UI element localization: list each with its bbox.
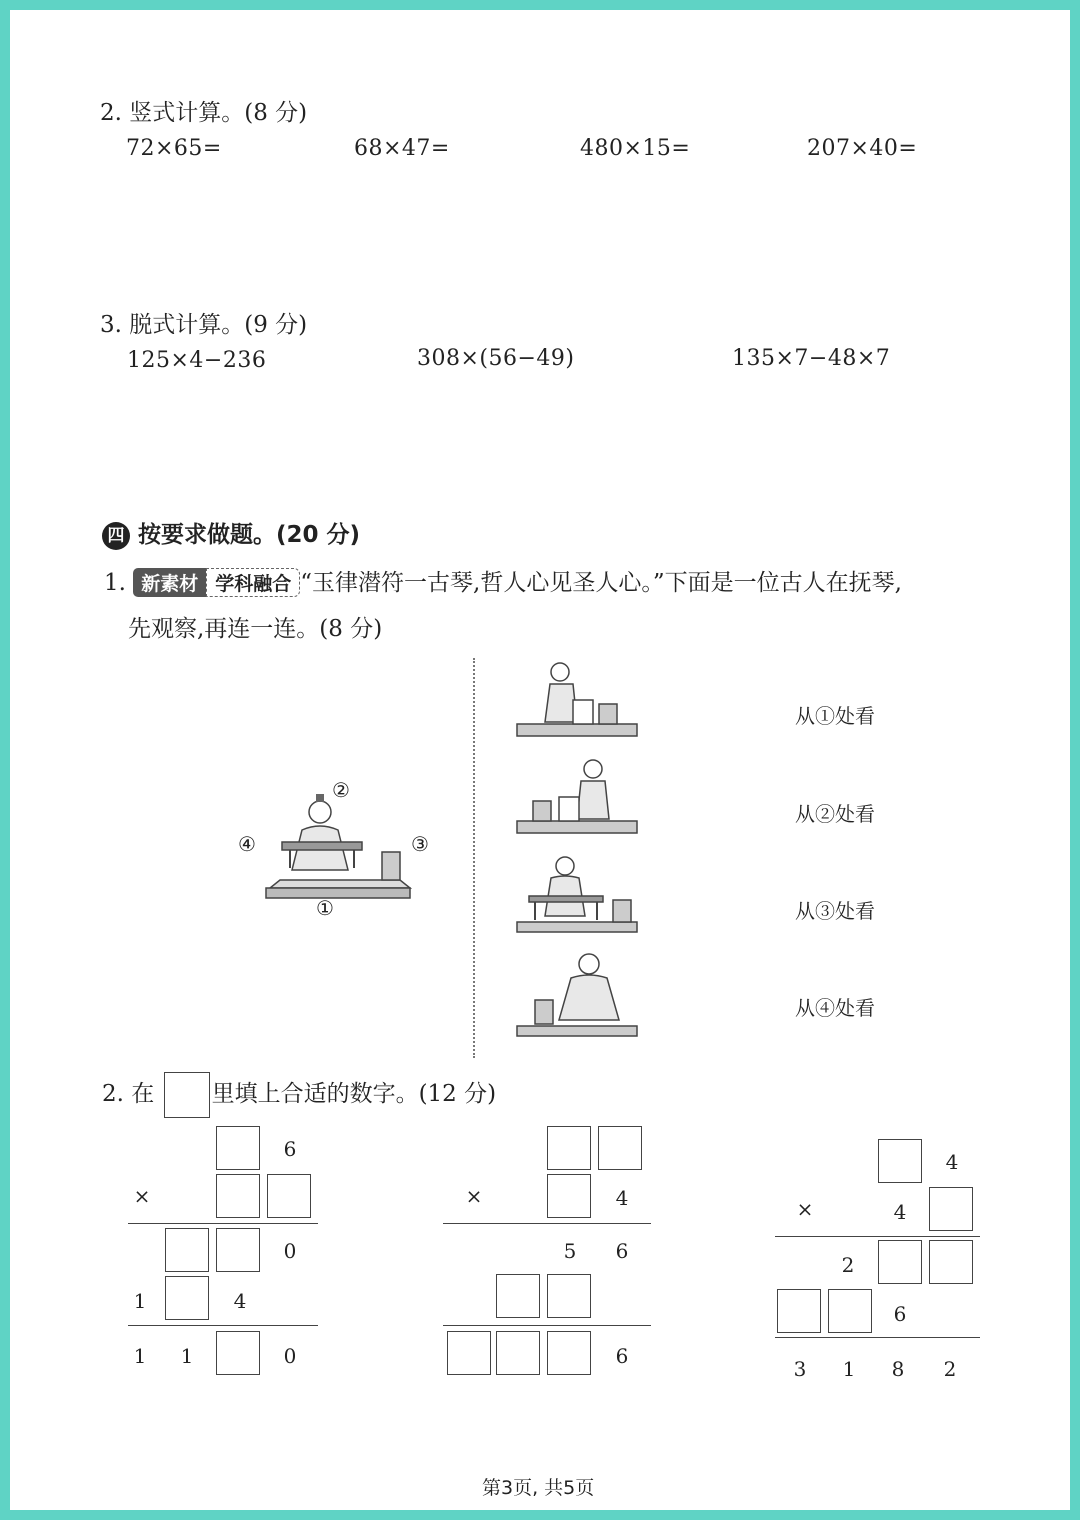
digit: 3 bbox=[793, 1357, 807, 1381]
view-option-a-illustration bbox=[515, 650, 645, 740]
rule-line bbox=[775, 1337, 980, 1338]
q2-expr-1: 72×65= bbox=[126, 136, 222, 161]
marker-1: ① bbox=[316, 896, 334, 920]
q3-expr-3: 135×7−48×7 bbox=[732, 346, 891, 371]
p1-text-1: “玉律潜符一古琴,哲人心见圣人心。”下面是一位古人在抚琴, bbox=[300, 570, 902, 596]
blank-box[interactable] bbox=[267, 1174, 311, 1218]
digit: 0 bbox=[283, 1239, 297, 1263]
blank-box[interactable] bbox=[496, 1331, 540, 1375]
subject-fusion-tag: 学科融合 bbox=[206, 568, 300, 597]
divider-dotted bbox=[473, 658, 475, 1058]
page-footer: 第3页, 共5页 bbox=[482, 1477, 595, 1499]
digit: 1 bbox=[842, 1357, 856, 1381]
blank-box[interactable] bbox=[598, 1126, 642, 1170]
blank-box[interactable] bbox=[547, 1331, 591, 1375]
p1-number: 1. bbox=[104, 570, 126, 596]
digit: 0 bbox=[283, 1344, 297, 1368]
digit: 6 bbox=[615, 1344, 629, 1368]
p2-title bbox=[102, 1072, 496, 1118]
times-sign: × bbox=[796, 1197, 814, 1221]
q3-expr-2: 308×(56−49) bbox=[417, 346, 575, 371]
marker-2: ② bbox=[332, 778, 350, 802]
digit: 5 bbox=[563, 1239, 577, 1263]
view-option-b-illustration bbox=[515, 747, 645, 837]
digit: 4 bbox=[893, 1200, 907, 1224]
rule-line bbox=[443, 1223, 651, 1224]
digit: 6 bbox=[615, 1239, 629, 1263]
marker-3: ③ bbox=[411, 832, 429, 856]
view-label-2: 从②处看 bbox=[795, 802, 875, 826]
digit: 4 bbox=[233, 1289, 247, 1313]
blank-box[interactable] bbox=[929, 1240, 973, 1284]
digit: 2 bbox=[943, 1357, 957, 1381]
blank-box[interactable] bbox=[447, 1331, 491, 1375]
times-sign: × bbox=[133, 1184, 151, 1208]
blank-box[interactable] bbox=[216, 1331, 260, 1375]
q3-title: 3. 脱式计算。(9 分) bbox=[100, 312, 308, 338]
q2-expr-2: 68×47= bbox=[354, 136, 450, 161]
view-label-1: 从①处看 bbox=[795, 704, 875, 728]
blank-box[interactable] bbox=[929, 1187, 973, 1231]
p1-text-2: 先观察,再连一连。(8 分) bbox=[128, 616, 383, 642]
rule-line bbox=[775, 1236, 980, 1237]
blank-box[interactable] bbox=[216, 1228, 260, 1272]
q2-expr-4: 207×40= bbox=[807, 136, 918, 161]
rule-line bbox=[443, 1325, 651, 1326]
digit: 1 bbox=[133, 1289, 147, 1313]
q2-expr-3: 480×15= bbox=[580, 136, 691, 161]
p1-line1 bbox=[104, 564, 902, 597]
view-option-d-illustration bbox=[515, 950, 645, 1040]
view-label-3: 从③处看 bbox=[795, 899, 875, 923]
blank-box[interactable] bbox=[216, 1126, 260, 1170]
section4-title: 按要求做题。(20 分) bbox=[138, 522, 361, 548]
q3-expr-1: 125×4−236 bbox=[127, 348, 267, 373]
blank-box-example bbox=[164, 1072, 210, 1118]
digit: 6 bbox=[893, 1302, 907, 1326]
p2-title-after: 里填上合适的数字。(12 分) bbox=[211, 1081, 497, 1107]
blank-box[interactable] bbox=[496, 1274, 540, 1318]
digit: 1 bbox=[133, 1344, 147, 1368]
times-sign: × bbox=[465, 1184, 483, 1208]
blank-box[interactable] bbox=[165, 1276, 209, 1320]
blank-box[interactable] bbox=[777, 1289, 821, 1333]
marker-4: ④ bbox=[238, 832, 256, 856]
blank-box[interactable] bbox=[216, 1174, 260, 1218]
blank-box[interactable] bbox=[547, 1174, 591, 1218]
p2-title-before: 2. 在 bbox=[102, 1081, 155, 1107]
view-label-4: 从④处看 bbox=[795, 996, 875, 1020]
new-material-tag: 新素材 bbox=[133, 568, 206, 597]
blank-box[interactable] bbox=[828, 1289, 872, 1333]
q2-title: 2. 竖式计算。(8 分) bbox=[100, 100, 308, 126]
blank-box[interactable] bbox=[547, 1126, 591, 1170]
blank-box[interactable] bbox=[165, 1228, 209, 1272]
digit: 1 bbox=[180, 1344, 194, 1368]
rule-line bbox=[128, 1325, 318, 1326]
digit: 4 bbox=[615, 1186, 629, 1210]
digit: 2 bbox=[841, 1253, 855, 1277]
section4-heading bbox=[102, 516, 360, 550]
digit: 6 bbox=[283, 1137, 297, 1161]
blank-box[interactable] bbox=[547, 1274, 591, 1318]
rule-line bbox=[128, 1223, 318, 1224]
view-option-c-illustration bbox=[515, 846, 645, 936]
worksheet-page bbox=[10, 10, 1070, 1510]
digit: 8 bbox=[891, 1357, 905, 1381]
blank-box[interactable] bbox=[878, 1139, 922, 1183]
digit: 4 bbox=[945, 1150, 959, 1174]
blank-box[interactable] bbox=[878, 1240, 922, 1284]
section-number-badge: 四 bbox=[102, 522, 130, 550]
